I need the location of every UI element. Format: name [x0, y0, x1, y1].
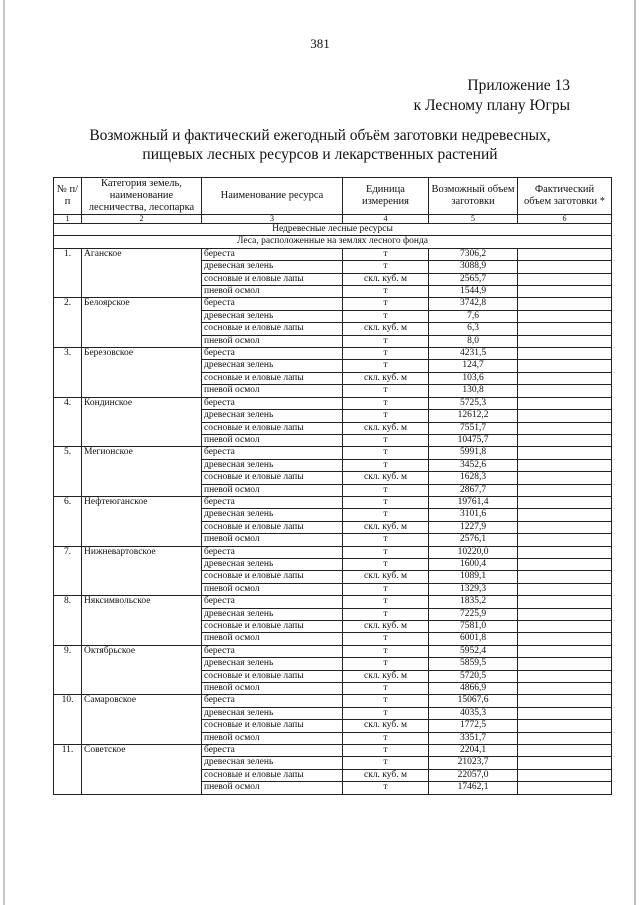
possible-volume-cell: 10475,7 [429, 434, 518, 446]
possible-volume-cell: 1544,9 [429, 286, 518, 298]
possible-volume-cell: 12612,2 [429, 410, 518, 422]
actual-volume-cell [518, 261, 612, 273]
page-number: 381 [310, 36, 330, 51]
unit-cell: т [343, 385, 429, 397]
resource-name: древесная зелень [202, 310, 343, 322]
forestry-name: Нижневартовское [82, 546, 202, 596]
forestry-name: Кондинское [82, 397, 202, 447]
actual-volume-cell [518, 410, 612, 422]
unit-cell: скл. куб. м [343, 769, 429, 781]
row-number: 4. [54, 397, 82, 447]
resource-name: сосновые и еловые лапы [202, 323, 343, 335]
title-line-2: пищевых лесных ресурсов и лекарственных растений [142, 146, 498, 163]
header-actual-volume: Фактический объем заготовки * [518, 178, 612, 215]
possible-volume-cell: 7551,7 [429, 422, 518, 434]
resource-name: древесная зелень [202, 261, 343, 273]
appendix-line-1: Приложение 13 [467, 77, 570, 94]
table-row [54, 397, 612, 409]
table-row [54, 447, 612, 459]
resource-name: сосновые и еловые лапы [202, 273, 343, 285]
resource-name: пневой осмол [202, 583, 343, 595]
possible-volume-cell: 5952,4 [429, 645, 518, 657]
resource-name: береста [202, 447, 343, 459]
resource-name: пневой осмол [202, 484, 343, 496]
possible-volume-cell: 130,8 [429, 385, 518, 397]
resource-name: древесная зелень [202, 509, 343, 521]
actual-volume-cell [518, 385, 612, 397]
forestry-name: Няксимвольское [82, 596, 202, 646]
actual-volume-cell [518, 248, 612, 260]
actual-volume-cell [518, 558, 612, 570]
unit-cell: т [343, 732, 429, 744]
resource-name: сосновые и еловые лапы [202, 372, 343, 384]
actual-volume-cell [518, 310, 612, 322]
resource-name: пневой осмол [202, 633, 343, 645]
table-row [54, 745, 612, 757]
forestry-name: Самаровское [82, 695, 202, 745]
resources-table [53, 177, 612, 795]
possible-volume-cell: 2204,1 [429, 745, 518, 757]
unit-cell: т [343, 484, 429, 496]
actual-volume-cell [518, 286, 612, 298]
unit-cell: т [343, 558, 429, 570]
resource-name: береста [202, 348, 343, 360]
row-number: 5. [54, 447, 82, 497]
resource-name: пневой осмол [202, 434, 343, 446]
unit-cell: т [343, 360, 429, 372]
unit-cell: т [343, 459, 429, 471]
section-row [54, 224, 612, 236]
actual-volume-cell [518, 546, 612, 558]
actual-volume-cell [518, 422, 612, 434]
resource-name: древесная зелень [202, 558, 343, 570]
actual-volume-cell [518, 484, 612, 496]
actual-volume-cell [518, 534, 612, 546]
possible-volume-cell: 7225,9 [429, 608, 518, 620]
resource-name: сосновые и еловые лапы [202, 670, 343, 682]
actual-volume-cell [518, 521, 612, 533]
subsection-title: Леса, расположенные на землях лесного фонда [54, 236, 612, 248]
table-row [54, 348, 612, 360]
unit-cell: т [343, 757, 429, 769]
row-number: 2. [54, 298, 82, 348]
unit-cell: т [343, 496, 429, 508]
unit-cell: т [343, 782, 429, 794]
row-number: 1. [54, 248, 82, 298]
scan-left-edge [3, 0, 5, 905]
appendix-line-2: к Лесному плану Югры [413, 97, 570, 114]
actual-volume-cell [518, 596, 612, 608]
resource-name: сосновые и еловые лапы [202, 621, 343, 633]
actual-volume-cell [518, 633, 612, 645]
resource-name: пневой осмол [202, 683, 343, 695]
possible-volume-cell: 5725,3 [429, 397, 518, 409]
unit-cell: скл. куб. м [343, 422, 429, 434]
unit-cell: т [343, 534, 429, 546]
resource-name: сосновые и еловые лапы [202, 472, 343, 484]
actual-volume-cell [518, 459, 612, 471]
possible-volume-cell: 3351,7 [429, 732, 518, 744]
possible-volume-cell: 1329,3 [429, 583, 518, 595]
unit-cell: т [343, 707, 429, 719]
row-number: 3. [54, 348, 82, 398]
forestry-name: Мегионское [82, 447, 202, 497]
possible-volume-cell: 1600,4 [429, 558, 518, 570]
forestry-name: Октябрьское [82, 645, 202, 695]
actual-volume-cell [518, 658, 612, 670]
unit-cell: т [343, 596, 429, 608]
possible-volume-cell: 6001,8 [429, 633, 518, 645]
possible-volume-cell: 8,0 [429, 335, 518, 347]
resource-name: сосновые и еловые лапы [202, 769, 343, 781]
resource-name: береста [202, 695, 343, 707]
actual-volume-cell [518, 447, 612, 459]
actual-volume-cell [518, 621, 612, 633]
unit-cell: т [343, 348, 429, 360]
actual-volume-cell [518, 683, 612, 695]
resource-name: пневой осмол [202, 732, 343, 744]
subsection-row [54, 236, 612, 248]
possible-volume-cell: 5991,8 [429, 447, 518, 459]
unit-cell: скл. куб. м [343, 472, 429, 484]
actual-volume-cell [518, 335, 612, 347]
row-number: 11. [54, 745, 82, 795]
column-number: 4 [343, 215, 429, 224]
unit-cell: скл. куб. м [343, 372, 429, 384]
forestry-name: Аганское [82, 248, 202, 298]
header-unit: Единица измерения [343, 178, 429, 215]
unit-cell: т [343, 683, 429, 695]
actual-volume-cell [518, 397, 612, 409]
possible-volume-cell: 1227,9 [429, 521, 518, 533]
possible-volume-cell: 7306,2 [429, 248, 518, 260]
unit-cell: скл. куб. м [343, 323, 429, 335]
unit-cell: т [343, 608, 429, 620]
unit-cell: т [343, 335, 429, 347]
scan-right-edge [634, 0, 636, 905]
appendix-heading [414, 76, 570, 116]
column-number: 5 [429, 215, 518, 224]
resource-name: древесная зелень [202, 410, 343, 422]
possible-volume-cell: 21023,7 [429, 757, 518, 769]
possible-volume-cell: 15067,6 [429, 695, 518, 707]
actual-volume-cell [518, 298, 612, 310]
resource-name: пневой осмол [202, 534, 343, 546]
possible-volume-cell: 3742,8 [429, 298, 518, 310]
resource-name: древесная зелень [202, 707, 343, 719]
unit-cell: скл. куб. м [343, 670, 429, 682]
unit-cell: т [343, 745, 429, 757]
row-number: 6. [54, 496, 82, 546]
unit-cell: т [343, 397, 429, 409]
actual-volume-cell [518, 695, 612, 707]
possible-volume-cell: 4035,3 [429, 707, 518, 719]
resource-name: сосновые и еловые лапы [202, 521, 343, 533]
unit-cell: т [343, 645, 429, 657]
actual-volume-cell [518, 348, 612, 360]
resource-name: древесная зелень [202, 459, 343, 471]
actual-volume-cell [518, 583, 612, 595]
possible-volume-cell: 17462,1 [429, 782, 518, 794]
unit-cell: т [343, 248, 429, 260]
section-title: Недревесные лесные ресурсы [54, 224, 612, 236]
resource-name: сосновые и еловые лапы [202, 720, 343, 732]
header-number: № п/п [54, 178, 82, 215]
unit-cell: скл. куб. м [343, 273, 429, 285]
forestry-name: Советское [82, 745, 202, 795]
possible-volume-cell: 4231,5 [429, 348, 518, 360]
actual-volume-cell [518, 757, 612, 769]
possible-volume-cell: 2576,1 [429, 534, 518, 546]
actual-volume-cell [518, 472, 612, 484]
possible-volume-cell: 2867,7 [429, 484, 518, 496]
possible-volume-cell: 19761,4 [429, 496, 518, 508]
resource-name: древесная зелень [202, 360, 343, 372]
possible-volume-cell: 10220,0 [429, 546, 518, 558]
header-resource: Наименование ресурса [202, 178, 343, 215]
actual-volume-cell [518, 782, 612, 794]
possible-volume-cell: 103,6 [429, 372, 518, 384]
resource-name: пневой осмол [202, 385, 343, 397]
forestry-name: Белоярское [82, 298, 202, 348]
header-possible-volume: Возможный объем заготовки [429, 178, 518, 215]
table-row [54, 645, 612, 657]
unit-cell: скл. куб. м [343, 621, 429, 633]
table-row [54, 248, 612, 260]
forestry-name: Нефтеюганское [82, 496, 202, 546]
actual-volume-cell [518, 732, 612, 744]
resource-name: береста [202, 397, 343, 409]
unit-cell: т [343, 583, 429, 595]
actual-volume-cell [518, 608, 612, 620]
table-row [54, 695, 612, 707]
possible-volume-cell: 22057,0 [429, 769, 518, 781]
possible-volume-cell: 1835,2 [429, 596, 518, 608]
unit-cell: скл. куб. м [343, 571, 429, 583]
unit-cell: т [343, 286, 429, 298]
unit-cell: т [343, 633, 429, 645]
possible-volume-cell: 124,7 [429, 360, 518, 372]
actual-volume-cell [518, 707, 612, 719]
possible-volume-cell: 3452,6 [429, 459, 518, 471]
actual-volume-cell [518, 496, 612, 508]
resource-name: пневой осмол [202, 782, 343, 794]
possible-volume-cell: 2565,7 [429, 273, 518, 285]
row-number: 7. [54, 546, 82, 596]
resource-name: береста [202, 298, 343, 310]
actual-volume-cell [518, 360, 612, 372]
resource-name: береста [202, 248, 343, 260]
possible-volume-cell: 6,3 [429, 323, 518, 335]
unit-cell: т [343, 447, 429, 459]
unit-cell: т [343, 410, 429, 422]
unit-cell: т [343, 261, 429, 273]
forestry-name: Березовское [82, 348, 202, 398]
table-row [54, 546, 612, 558]
unit-cell: скл. куб. м [343, 720, 429, 732]
column-number: 1 [54, 215, 82, 224]
resource-name: древесная зелень [202, 658, 343, 670]
row-number: 10. [54, 695, 82, 745]
column-number: 6 [518, 215, 612, 224]
resource-name: береста [202, 546, 343, 558]
actual-volume-cell [518, 745, 612, 757]
unit-cell: т [343, 310, 429, 322]
actual-volume-cell [518, 434, 612, 446]
unit-cell: т [343, 509, 429, 521]
unit-cell: скл. куб. м [343, 521, 429, 533]
actual-volume-cell [518, 372, 612, 384]
unit-cell: т [343, 298, 429, 310]
possible-volume-cell: 3088,9 [429, 261, 518, 273]
column-number: 3 [202, 215, 343, 224]
possible-volume-cell: 5720,5 [429, 670, 518, 682]
unit-cell: т [343, 658, 429, 670]
possible-volume-cell: 5859,5 [429, 658, 518, 670]
possible-volume-cell: 4866,9 [429, 683, 518, 695]
resource-name: пневой осмол [202, 335, 343, 347]
actual-volume-cell [518, 670, 612, 682]
possible-volume-cell: 1772,5 [429, 720, 518, 732]
actual-volume-cell [518, 323, 612, 335]
header-category: Категория земель, наименование лесничества, лесопарка [82, 178, 202, 215]
possible-volume-cell: 3101,6 [429, 509, 518, 521]
unit-cell: т [343, 695, 429, 707]
resource-name: береста [202, 645, 343, 657]
resource-name: сосновые и еловые лапы [202, 422, 343, 434]
actual-volume-cell [518, 273, 612, 285]
actual-volume-cell [518, 509, 612, 521]
possible-volume-cell: 7,6 [429, 310, 518, 322]
table-row [54, 496, 612, 508]
table-row [54, 298, 612, 310]
resource-name: древесная зелень [202, 757, 343, 769]
row-number: 8. [54, 596, 82, 646]
possible-volume-cell: 1089,1 [429, 571, 518, 583]
resource-name: береста [202, 745, 343, 757]
actual-volume-cell [518, 720, 612, 732]
row-number: 9. [54, 645, 82, 695]
resource-name: береста [202, 596, 343, 608]
table-row [54, 596, 612, 608]
document-title [60, 126, 580, 164]
resource-name: береста [202, 496, 343, 508]
unit-cell: т [343, 434, 429, 446]
actual-volume-cell [518, 769, 612, 781]
resource-name: пневой осмол [202, 286, 343, 298]
actual-volume-cell [518, 571, 612, 583]
table-header-row [54, 178, 612, 215]
resource-name: древесная зелень [202, 608, 343, 620]
title-line-1: Возможный и фактический ежегодный объём заготовки недревесных, [89, 127, 551, 144]
unit-cell: т [343, 546, 429, 558]
possible-volume-cell: 7581,0 [429, 621, 518, 633]
column-numbers-row [54, 215, 612, 224]
resource-name: сосновые и еловые лапы [202, 571, 343, 583]
actual-volume-cell [518, 645, 612, 657]
column-number: 2 [82, 215, 202, 224]
possible-volume-cell: 1628,3 [429, 472, 518, 484]
